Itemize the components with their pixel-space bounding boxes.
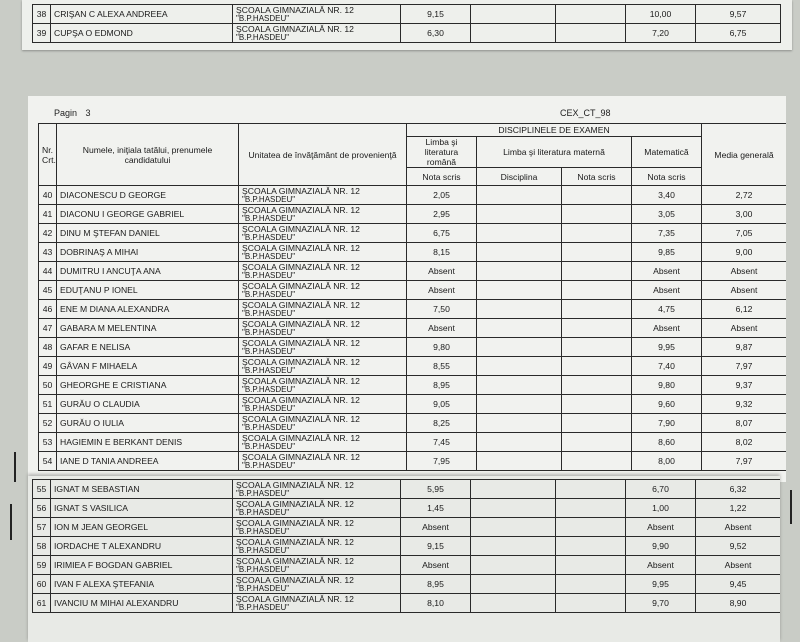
cell-average: 9,87	[702, 338, 786, 357]
school-name: ŞCOALA GIMNAZIALĂ NR. 12	[242, 395, 360, 405]
cell-name: GURĂU O IULIA	[57, 414, 239, 433]
cell-romanian: 8,95	[407, 376, 477, 395]
cell-math: 6,70	[626, 480, 696, 499]
cell-school	[239, 281, 407, 300]
school-name-suffix: "B.P.HASDEU"	[242, 442, 296, 451]
cell-math: Absent	[632, 281, 702, 300]
table-row	[33, 518, 781, 537]
school-name-suffix: "B.P.HASDEU"	[242, 290, 296, 299]
school-name-suffix: "B.P.HASDEU"	[236, 508, 290, 517]
school-name: ŞCOALA GIMNAZIALĂ NR. 12	[242, 357, 360, 367]
cell-disciplina	[471, 24, 556, 43]
school-name: ŞCOALA GIMNAZIALĂ NR. 12	[242, 281, 360, 291]
cell-romanian: 8,55	[407, 357, 477, 376]
cell-disciplina	[477, 300, 562, 319]
cell-math: 10,00	[626, 5, 696, 24]
cell-nr: 38	[33, 5, 51, 24]
cell-maternal	[556, 556, 626, 575]
cell-school	[239, 452, 407, 471]
cell-romanian: 9,05	[407, 395, 477, 414]
cell-math: 9,70	[626, 594, 696, 613]
school-name-suffix: "B.P.HASDEU"	[236, 527, 290, 536]
cell-name: IVANCIU M MIHAI ALEXANDRU	[51, 594, 233, 613]
cell-disciplina	[477, 433, 562, 452]
school-name-suffix: "B.P.HASDEU"	[236, 603, 290, 612]
cell-nr: 58	[33, 537, 51, 556]
school-name: ŞCOALA GIMNAZIALĂ NR. 12	[242, 338, 360, 348]
cell-disciplina	[477, 414, 562, 433]
cell-nr: 57	[33, 518, 51, 537]
cell-disciplina	[471, 556, 556, 575]
cell-math: Absent	[626, 556, 696, 575]
cell-school	[233, 594, 401, 613]
table-row	[33, 24, 781, 43]
cell-nr: 43	[39, 243, 57, 262]
cell-average: 9,37	[702, 376, 786, 395]
subheader-disciplina: Disciplina	[477, 168, 562, 186]
cell-math: Absent	[632, 319, 702, 338]
cell-nr: 55	[33, 480, 51, 499]
school-name-suffix: "B.P.HASDEU"	[242, 195, 296, 204]
document-code: CEX_CT_98	[560, 108, 611, 118]
cell-romanian: 9,15	[401, 537, 471, 556]
cell-nr: 52	[39, 414, 57, 433]
cell-average: 8,90	[696, 594, 781, 613]
cell-disciplina	[471, 594, 556, 613]
table-row	[33, 499, 781, 518]
cell-math: 8,60	[632, 433, 702, 452]
cell-maternal	[556, 575, 626, 594]
cell-nr: 41	[39, 205, 57, 224]
cell-disciplina	[471, 537, 556, 556]
cell-romanian: Absent	[401, 556, 471, 575]
cell-maternal	[556, 499, 626, 518]
school-name: ŞCOALA GIMNAZIALĂ NR. 12	[236, 5, 354, 15]
cell-average: 3,00	[702, 205, 786, 224]
cell-romanian: Absent	[407, 319, 477, 338]
cell-math: 7,90	[632, 414, 702, 433]
cell-school	[239, 395, 407, 414]
cell-school	[239, 300, 407, 319]
cell-school	[239, 186, 407, 205]
cell-average: 6,12	[702, 300, 786, 319]
cell-maternal	[556, 24, 626, 43]
cell-disciplina	[477, 452, 562, 471]
cell-disciplina	[477, 376, 562, 395]
school-name-suffix: "B.P.HASDEU"	[236, 565, 290, 574]
cell-disciplina	[477, 243, 562, 262]
cell-maternal	[556, 518, 626, 537]
table-row	[39, 319, 787, 338]
cell-math: 4,75	[632, 300, 702, 319]
cell-name: IORDACHE T ALEXANDRU	[51, 537, 233, 556]
school-name-suffix: "B.P.HASDEU"	[236, 489, 290, 498]
school-name-suffix: "B.P.HASDEU"	[236, 33, 290, 42]
table-row	[39, 186, 787, 205]
cell-math: 9,60	[632, 395, 702, 414]
cell-school	[239, 338, 407, 357]
cell-disciplina	[471, 5, 556, 24]
table-row	[39, 338, 787, 357]
binder-mark-right	[790, 490, 792, 524]
table-row	[33, 480, 781, 499]
results-table	[38, 123, 786, 471]
table-row	[39, 357, 787, 376]
cell-nr: 60	[33, 575, 51, 594]
cell-disciplina	[477, 395, 562, 414]
school-name-suffix: "B.P.HASDEU"	[236, 14, 290, 23]
cell-average: 2,72	[702, 186, 786, 205]
previous-page-fragment	[22, 0, 792, 50]
school-name: ŞCOALA GIMNAZIALĂ NR. 12	[242, 186, 360, 196]
cell-math: 3,05	[632, 205, 702, 224]
table-row	[39, 262, 787, 281]
school-name: ŞCOALA GIMNAZIALĂ NR. 12	[236, 594, 354, 604]
col-header-name: Numele, iniţiala tatălui, prenumele candidatului	[57, 124, 239, 186]
cell-maternal	[556, 594, 626, 613]
cell-school	[239, 414, 407, 433]
cell-school	[233, 575, 401, 594]
cell-average: 8,07	[702, 414, 786, 433]
cell-school	[233, 480, 401, 499]
cell-maternal	[556, 537, 626, 556]
school-name-suffix: "B.P.HASDEU"	[236, 546, 290, 555]
cell-math: 7,35	[632, 224, 702, 243]
cell-romanian: 7,45	[407, 433, 477, 452]
cell-name: IVAN F ALEXA ŞTEFANIA	[51, 575, 233, 594]
cell-name: IGNAT S VASILICA	[51, 499, 233, 518]
school-name-suffix: "B.P.HASDEU"	[242, 404, 296, 413]
cell-school	[239, 357, 407, 376]
cell-romanian: 5,95	[401, 480, 471, 499]
results-table-top	[32, 4, 781, 43]
cell-school	[233, 24, 401, 43]
cell-romanian: 6,30	[401, 24, 471, 43]
school-name: ŞCOALA GIMNAZIALĂ NR. 12	[236, 518, 354, 528]
cell-maternal	[562, 319, 632, 338]
cell-nr: 48	[39, 338, 57, 357]
cell-name: IANE D TANIA ANDREEA	[57, 452, 239, 471]
cell-school	[239, 376, 407, 395]
cell-name: IRIMIEA F BOGDAN GABRIEL	[51, 556, 233, 575]
cell-school	[239, 262, 407, 281]
page-number: 3	[85, 108, 91, 118]
cell-name: GAFAR E NELISA	[57, 338, 239, 357]
cell-maternal	[562, 414, 632, 433]
school-name: ŞCOALA GIMNAZIALĂ NR. 12	[242, 452, 360, 462]
cell-school	[239, 319, 407, 338]
cell-average: 9,32	[702, 395, 786, 414]
school-name-suffix: "B.P.HASDEU"	[242, 309, 296, 318]
school-name-suffix: "B.P.HASDEU"	[242, 214, 296, 223]
school-name-suffix: "B.P.HASDEU"	[242, 347, 296, 356]
cell-math: 3,40	[632, 186, 702, 205]
cell-math: 9,95	[632, 338, 702, 357]
cell-math: 9,95	[626, 575, 696, 594]
table-row	[33, 537, 781, 556]
school-name: ŞCOALA GIMNAZIALĂ NR. 12	[236, 575, 354, 585]
col-header-math: Matematică	[632, 137, 702, 168]
cell-disciplina	[477, 338, 562, 357]
school-name: ŞCOALA GIMNAZIALĂ NR. 12	[236, 24, 354, 34]
table-row	[39, 376, 787, 395]
page-label: Pagin	[54, 108, 78, 118]
cell-math: 1,00	[626, 499, 696, 518]
cell-nr: 54	[39, 452, 57, 471]
cell-name: EDUŢANU P IONEL	[57, 281, 239, 300]
cell-romanian: Absent	[407, 281, 477, 300]
col-header-disciplines: DISCIPLINELE DE EXAMEN	[407, 124, 702, 137]
cell-average: Absent	[702, 319, 786, 338]
cell-name: DOBRINAŞ A MIHAI	[57, 243, 239, 262]
cell-romanian: 7,95	[407, 452, 477, 471]
cell-school	[233, 5, 401, 24]
school-name: ŞCOALA GIMNAZIALĂ NR. 12	[242, 243, 360, 253]
cell-maternal	[556, 5, 626, 24]
cell-romanian: 1,45	[401, 499, 471, 518]
cell-nr: 50	[39, 376, 57, 395]
cell-average: 8,02	[702, 433, 786, 452]
cell-disciplina	[471, 518, 556, 537]
cell-name: DIACONU I GEORGE GABRIEL	[57, 205, 239, 224]
col-header-romanian: Limba şi literatura română	[407, 137, 477, 168]
cell-math: Absent	[632, 262, 702, 281]
cell-maternal	[562, 338, 632, 357]
col-header-maternal: Limba şi literatura maternă	[477, 137, 632, 168]
cell-nr: 42	[39, 224, 57, 243]
school-name-suffix: "B.P.HASDEU"	[242, 271, 296, 280]
school-name: ŞCOALA GIMNAZIALĂ NR. 12	[242, 376, 360, 386]
cell-nr: 44	[39, 262, 57, 281]
cell-school	[239, 433, 407, 452]
table-row	[33, 575, 781, 594]
cell-math: 7,40	[632, 357, 702, 376]
cell-disciplina	[477, 357, 562, 376]
cell-romanian: 7,50	[407, 300, 477, 319]
cell-average: 6,75	[696, 24, 781, 43]
cell-average: 9,57	[696, 5, 781, 24]
table-row	[39, 300, 787, 319]
cell-nr: 51	[39, 395, 57, 414]
cell-nr: 59	[33, 556, 51, 575]
cell-nr: 53	[39, 433, 57, 452]
page-indicator	[54, 108, 91, 118]
cell-romanian: Absent	[401, 518, 471, 537]
cell-disciplina	[477, 205, 562, 224]
cell-romanian: 9,15	[401, 5, 471, 24]
cell-romanian: 6,75	[407, 224, 477, 243]
cell-school	[239, 205, 407, 224]
table-row	[39, 243, 787, 262]
cell-disciplina	[477, 186, 562, 205]
school-name: ŞCOALA GIMNAZIALĂ NR. 12	[242, 224, 360, 234]
cell-nr: 45	[39, 281, 57, 300]
cell-maternal	[562, 395, 632, 414]
cell-maternal	[562, 452, 632, 471]
cell-romanian: 8,25	[407, 414, 477, 433]
cell-disciplina	[477, 262, 562, 281]
cell-average: 9,00	[702, 243, 786, 262]
cell-maternal	[562, 262, 632, 281]
cell-nr: 46	[39, 300, 57, 319]
school-name-suffix: "B.P.HASDEU"	[242, 328, 296, 337]
cell-romanian: 8,15	[407, 243, 477, 262]
cell-maternal	[562, 281, 632, 300]
results-page	[28, 96, 786, 482]
school-name-suffix: "B.P.HASDEU"	[242, 385, 296, 394]
cell-name: CRIŞAN C ALEXA ANDREEA	[51, 5, 233, 24]
cell-name: GABARA M MELENTINA	[57, 319, 239, 338]
school-name-suffix: "B.P.HASDEU"	[242, 233, 296, 242]
cell-nr: 47	[39, 319, 57, 338]
cell-disciplina	[471, 575, 556, 594]
cell-maternal	[562, 357, 632, 376]
cell-average: 9,45	[696, 575, 781, 594]
cell-romanian: 8,95	[401, 575, 471, 594]
cell-average: Absent	[702, 262, 786, 281]
cell-romanian: 8,10	[401, 594, 471, 613]
binder-mark-left	[14, 452, 16, 482]
cell-school	[233, 518, 401, 537]
cell-name: GÂVAN F MIHAELA	[57, 357, 239, 376]
cell-math: 7,20	[626, 24, 696, 43]
school-name-suffix: "B.P.HASDEU"	[242, 366, 296, 375]
cell-school	[233, 499, 401, 518]
cell-name: ION M JEAN GEORGEL	[51, 518, 233, 537]
cell-math: 9,85	[632, 243, 702, 262]
school-name-suffix: "B.P.HASDEU"	[236, 584, 290, 593]
cell-maternal	[562, 224, 632, 243]
cell-maternal	[562, 205, 632, 224]
cell-romanian: Absent	[407, 262, 477, 281]
cell-name: IGNAT M SEBASTIAN	[51, 480, 233, 499]
school-name-suffix: "B.P.HASDEU"	[242, 461, 296, 470]
cell-average: Absent	[696, 556, 781, 575]
table-row	[39, 224, 787, 243]
cell-nr: 39	[33, 24, 51, 43]
next-page-fragment	[28, 476, 780, 642]
subheader-ro-nota: Nota scris	[407, 168, 477, 186]
table-row	[39, 205, 787, 224]
cell-disciplina	[471, 480, 556, 499]
cell-maternal	[562, 376, 632, 395]
cell-maternal	[562, 186, 632, 205]
school-name-suffix: "B.P.HASDEU"	[242, 423, 296, 432]
cell-name: CUPŞA O EDMOND	[51, 24, 233, 43]
cell-nr: 49	[39, 357, 57, 376]
table-row	[39, 414, 787, 433]
school-name: ŞCOALA GIMNAZIALĂ NR. 12	[242, 205, 360, 215]
cell-math: 9,80	[632, 376, 702, 395]
school-name-suffix: "B.P.HASDEU"	[242, 252, 296, 261]
cell-disciplina	[477, 281, 562, 300]
binder-mark-left-lower	[10, 504, 12, 540]
cell-name: GURĂU O CLAUDIA	[57, 395, 239, 414]
cell-math: Absent	[626, 518, 696, 537]
cell-average: 9,52	[696, 537, 781, 556]
cell-average: 7,97	[702, 357, 786, 376]
cell-disciplina	[477, 224, 562, 243]
subheader-maternal-nota: Nota scris	[562, 168, 632, 186]
cell-school	[233, 556, 401, 575]
table-row	[33, 594, 781, 613]
table-row	[39, 395, 787, 414]
cell-disciplina	[471, 499, 556, 518]
cell-maternal	[562, 300, 632, 319]
school-name: ŞCOALA GIMNAZIALĂ NR. 12	[236, 537, 354, 547]
table-row	[39, 452, 787, 471]
cell-maternal	[562, 433, 632, 452]
school-name: ŞCOALA GIMNAZIALĂ NR. 12	[236, 499, 354, 509]
cell-average: Absent	[702, 281, 786, 300]
cell-average: Absent	[696, 518, 781, 537]
cell-name: DIACONESCU D GEORGE	[57, 186, 239, 205]
cell-nr: 56	[33, 499, 51, 518]
school-name: ŞCOALA GIMNAZIALĂ NR. 12	[236, 480, 354, 490]
school-name: ŞCOALA GIMNAZIALĂ NR. 12	[242, 262, 360, 272]
cell-math: 9,90	[626, 537, 696, 556]
school-name: ŞCOALA GIMNAZIALĂ NR. 12	[242, 300, 360, 310]
cell-name: DUMITRU I ANCUŢA ANA	[57, 262, 239, 281]
col-header-unit: Unitatea de învăţământ de provenienţă	[239, 124, 407, 186]
cell-disciplina	[477, 319, 562, 338]
cell-nr: 61	[33, 594, 51, 613]
col-header-average: Media generală	[702, 124, 786, 186]
cell-school	[233, 537, 401, 556]
cell-maternal	[562, 243, 632, 262]
school-name: ŞCOALA GIMNAZIALĂ NR. 12	[242, 319, 360, 329]
cell-romanian: 2,95	[407, 205, 477, 224]
cell-average: 7,97	[702, 452, 786, 471]
cell-school	[239, 224, 407, 243]
subheader-math-nota: Nota scris	[632, 168, 702, 186]
cell-name: ENE M DIANA ALEXANDRA	[57, 300, 239, 319]
table-row	[33, 5, 781, 24]
cell-average: 1,22	[696, 499, 781, 518]
cell-maternal	[556, 480, 626, 499]
cell-nr: 40	[39, 186, 57, 205]
cell-name: HAGIEMIN E BERKANT DENIS	[57, 433, 239, 452]
table-row	[33, 556, 781, 575]
school-name: ŞCOALA GIMNAZIALĂ NR. 12	[242, 433, 360, 443]
cell-name: DINU M ŞTEFAN DANIEL	[57, 224, 239, 243]
table-row	[39, 433, 787, 452]
cell-name: GHEORGHE E CRISTIANA	[57, 376, 239, 395]
cell-math: 8,00	[632, 452, 702, 471]
results-table-bottom	[32, 479, 780, 613]
cell-romanian: 9,80	[407, 338, 477, 357]
cell-average: 6,32	[696, 480, 781, 499]
school-name: ŞCOALA GIMNAZIALĂ NR. 12	[242, 414, 360, 424]
school-name: ŞCOALA GIMNAZIALĂ NR. 12	[236, 556, 354, 566]
cell-school	[239, 243, 407, 262]
col-header-nr: Nr. Crt.	[39, 124, 57, 186]
cell-romanian: 2,05	[407, 186, 477, 205]
cell-average: 7,05	[702, 224, 786, 243]
table-row	[39, 281, 787, 300]
